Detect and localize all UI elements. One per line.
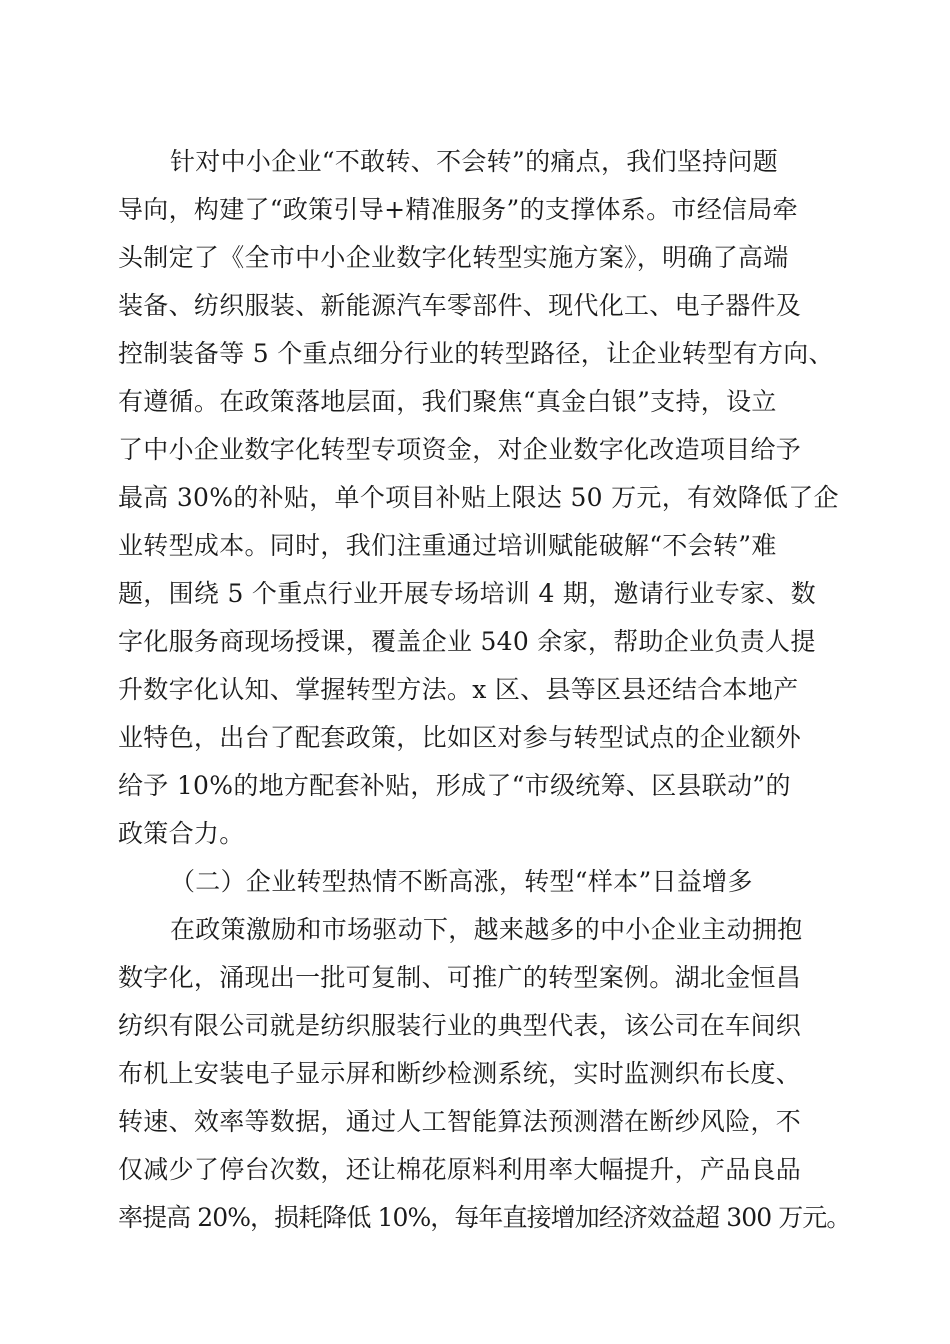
text-line: 数字化，涌现出一批可复制、可推广的转型案例。湖北金恒昌 xyxy=(118,963,802,992)
text-line: 在政策激励和市场驱动下，越来越多的中小企业主动拥抱 xyxy=(170,915,803,944)
text-line: 率提高 20%，损耗降低 10%，每年直接增加经济效益超 300 万元。 xyxy=(118,1203,851,1232)
text-line: 转速、效率等数据，通过人工智能算法预测潜在断纱风险，不 xyxy=(118,1107,802,1136)
text-line: 有遵循。在政策落地层面，我们聚焦“真金白银”支持，设立 xyxy=(118,387,777,416)
text-line: 升数字化认知、掌握转型方法。x 区、县等区县还结合本地产 xyxy=(118,675,799,704)
text-line: 针对中小企业“不敢转、不会转”的痛点，我们坚持问题 xyxy=(170,147,779,176)
text-line: 业特色，出台了配套政策，比如区对参与转型试点的企业额外 xyxy=(118,723,802,752)
text-line: 纺织有限公司就是纺织服装行业的典型代表，该公司在车间织 xyxy=(118,1011,802,1040)
text-line: 给予 10%的地方配套补贴，形成了“市级统筹、区县联动”的 xyxy=(118,771,791,800)
text-line: 了中小企业数字化转型专项资金，对企业数字化改造项目给予 xyxy=(118,435,802,464)
text-line: 仅减少了停台次数，还让棉花原料利用率大幅提升，产品良品 xyxy=(118,1155,802,1184)
text-line: 字化服务商现场授课，覆盖企业 540 余家，帮助企业负责人提 xyxy=(118,627,816,656)
text-line: 导向，构建了“政策引导+精准服务”的支撑体系。市经信局牵 xyxy=(118,195,798,224)
text-line: 头制定了《全市中小企业数字化转型实施方案》，明确了高端 xyxy=(118,243,789,272)
text-line: 控制装备等 5 个重点细分行业的转型路径，让企业转型有方向、 xyxy=(118,339,834,368)
text-line: 布机上安装电子显示屏和断纱检测系统，实时监测织布长度、 xyxy=(118,1059,802,1088)
text-line: 装备、纺织服装、新能源汽车零部件、现代化工、电子器件及 xyxy=(118,291,802,320)
text-line: 政策合力。 xyxy=(118,819,245,848)
text-line: 最高 30%的补贴，单个项目补贴上限达 50 万元，有效降低了企 xyxy=(118,483,839,512)
section-heading: （二）企业转型热情不断高涨，转型“样本”日益增多 xyxy=(170,867,753,896)
text-line: 业转型成本。同时，我们注重通过培训赋能破解“不会转”难 xyxy=(118,531,777,560)
text-line: 题，围绕 5 个重点行业开展专场培训 4 期，邀请行业专家、数 xyxy=(118,579,816,608)
